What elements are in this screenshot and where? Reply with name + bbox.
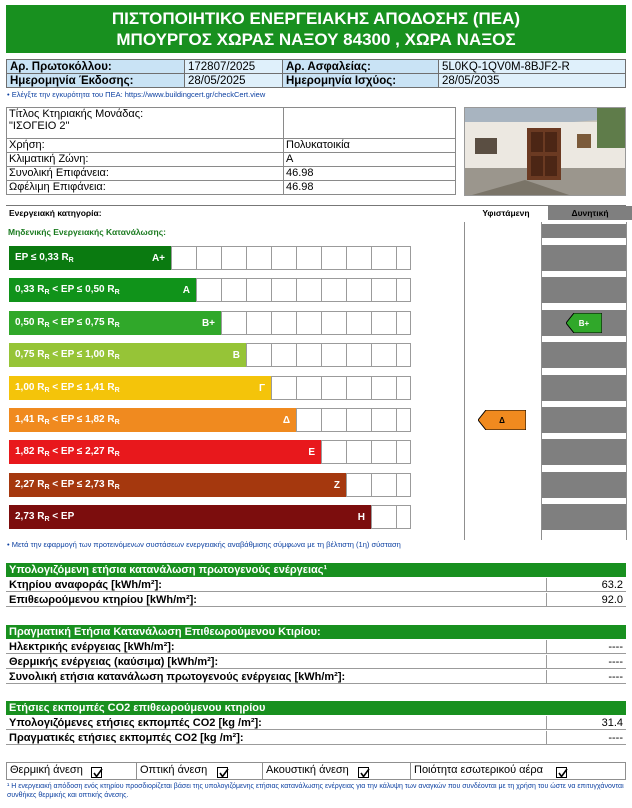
visual-comfort-cell	[136, 762, 262, 780]
check-icon	[92, 768, 103, 779]
energy-class-range: 2,73 $R_R$ < EP	[15, 511, 75, 523]
useful-area-value: 46.98	[284, 181, 456, 195]
primary-energy-label: Συνολική ετήσια κατανάλωση πρωτογενούς ενέργειας [kWh/m²]:	[9, 671, 346, 683]
certificate-title-bar	[6, 5, 626, 53]
co2-calculated-label: Υπολογιζόμενες ετήσιες εκπομπές CO2 [kg /m²]:	[9, 717, 262, 729]
energy-class-letter: B+	[201, 317, 215, 329]
unit-title-cell	[7, 108, 284, 139]
energy-category-label: Ενεργειακή κατηγορία:	[9, 208, 102, 218]
energy-class-row	[9, 473, 411, 497]
certificate-title: ΠΙΣΤΟΠΟΙΗΤΙΚΟ ΕΝΕΡΓΕΙΑΚΗΣ ΑΠΟΔΟΣΗΣ (ΠΕΑ)	[111, 9, 521, 28]
thermal-comfort-checkbox[interactable]	[91, 767, 102, 778]
potential-column-cell	[542, 472, 626, 498]
primary-energy-row	[6, 670, 626, 684]
energy-class-empty-cells	[271, 376, 411, 400]
potential-column-cell	[542, 439, 626, 465]
total-area-label: Συνολική Επιφάνεια:	[7, 167, 284, 181]
energy-class-letter: Ζ	[333, 479, 340, 491]
unit-title-value: "ΙΣΟΓΕΙΟ 2"	[9, 120, 70, 132]
column-separator	[464, 222, 465, 540]
thermal-energy-value: ----	[546, 655, 626, 669]
energy-scale-grid	[6, 222, 626, 540]
energy-class-letter: Η	[357, 511, 365, 523]
unit-title-empty	[284, 108, 456, 139]
energy-class-row	[9, 311, 411, 335]
air-quality-cell	[410, 762, 626, 780]
energy-class-empty-cells	[221, 311, 411, 335]
inspected-building-row	[6, 593, 626, 607]
thermal-comfort-cell	[6, 762, 136, 780]
co2-calculated-value: 31.4	[546, 716, 626, 730]
energy-class-row	[9, 505, 411, 529]
check-icon	[557, 768, 568, 779]
certificate-info-table	[6, 59, 626, 88]
reference-building-row	[6, 578, 626, 592]
issue-date-value: 28/05/2025	[185, 74, 283, 88]
actual-consumption-header: Πραγματική Ετήσια Κατανάλωση Επιθεωρούμενου Κτιρίου:	[6, 625, 626, 639]
energy-class-range: 2,27 $R_R$ < EP ≤ 2,73 $R_R$	[15, 479, 120, 491]
energy-class-letter: Ε	[308, 446, 315, 458]
primary-energy-value: ----	[546, 670, 626, 684]
unit-title-label: Τίτλος Κτηριακής Μονάδας:	[9, 108, 144, 120]
energy-class-row	[9, 278, 411, 302]
security-label: Αρ. Ασφαλείας:	[283, 60, 439, 74]
energy-class-letter: Γ	[258, 382, 265, 394]
use-label: Χρήση:	[7, 139, 284, 153]
energy-class-letter: A+	[151, 252, 165, 264]
energy-class-row	[9, 440, 411, 464]
valid-date-label: Ημερομηνία Ισχύος:	[283, 74, 439, 88]
useful-area-label: Ωφέλιμη Επιφάνεια:	[7, 181, 284, 195]
energy-class-range: 1,00 $R_R$ < EP ≤ 1,41 $R_R$	[15, 382, 120, 394]
protocol-value: 172807/2025	[185, 60, 283, 74]
reference-building-label: Κτηρίου αναφοράς [kWh/m²]:	[9, 579, 162, 591]
security-value: 5L0KQ-1QV0M-8BJF2-R	[439, 60, 626, 74]
co2-actual-value: ----	[546, 731, 626, 745]
protocol-label: Αρ. Πρωτοκόλλου:	[7, 60, 185, 74]
use-value: Πολυκατοικία	[284, 139, 456, 153]
energy-class-bar	[9, 376, 271, 400]
existing-class-pointer	[478, 410, 526, 430]
calculated-consumption-header: Υπολογιζόμενη ετήσια κατανάλωση πρωτογενούς ενέργειας¹	[6, 563, 626, 577]
co2-actual-label: Πραγματικές ετήσιες εκπομπές CO2 [kg /m²]:	[9, 732, 244, 744]
performance-footnote: ¹ Η ενεργειακή απόδοση ενός κτηρίου προσδιορίζεται βάσει της υπολογιζόμενης ετήσιας κατανάλωσης ενέργειας για την κάλυψη των αναγκών που συνδέονται με τη χρήση του ώστε να επιτυγχάνονται συνθήκες θερμικής και οπτικής άνεσης.	[7, 783, 624, 799]
energy-class-empty-cells	[346, 473, 411, 497]
potential-column-cell	[542, 245, 626, 271]
co2-calculated-row	[6, 716, 626, 730]
thermal-energy-row	[6, 655, 626, 669]
potential-column-cell	[542, 504, 626, 530]
air-quality-label: Ποιότητα εσωτερικού αέρα	[414, 764, 544, 776]
electric-energy-row	[6, 640, 626, 654]
energy-category-header	[6, 205, 626, 219]
acoustic-comfort-checkbox[interactable]	[358, 767, 369, 778]
comfort-row	[6, 762, 626, 780]
existing-class-pointer-label: Δ	[499, 415, 505, 425]
thermal-energy-label: Θερμικής ενέργειας (καύσιμα) [kWh/m²]:	[9, 656, 219, 668]
energy-class-row	[9, 408, 411, 432]
recommendation-footnote: • Μετά την εφαρμογή των προτεινόμενων συστάσεων ενεργειακής αναβάθμισης σύμφωνα με τη βέλτιστη (1η) σύσταση	[7, 540, 401, 549]
energy-class-letter: B	[232, 349, 240, 361]
energy-class-bar	[9, 343, 246, 367]
energy-class-empty-cells	[196, 278, 411, 302]
verify-link[interactable]: • Ελέγξτε την εγκυρότητα του ΠΕΑ: https://www.buildingcert.gr/checkCert.view	[7, 90, 266, 99]
acoustic-comfort-label: Ακουστική άνεση	[266, 764, 349, 776]
energy-class-bar	[9, 408, 296, 432]
energy-class-letter: A	[182, 284, 190, 296]
visual-comfort-label: Οπτική άνεση	[140, 764, 208, 776]
valid-date-value: 28/05/2035	[439, 74, 626, 88]
acoustic-comfort-cell	[262, 762, 410, 780]
potential-column-cell	[542, 375, 626, 401]
potential-class-pointer-label: B+	[578, 318, 590, 328]
potential-column-cell	[542, 407, 626, 433]
air-quality-checkbox[interactable]	[556, 767, 567, 778]
energy-class-range: EP ≤ 0,33 $R_R$	[15, 252, 74, 264]
energy-class-bar	[9, 440, 321, 464]
electric-energy-value: ----	[546, 640, 626, 654]
reference-building-value: 63.2	[546, 578, 626, 592]
energy-class-bar	[9, 246, 171, 270]
climate-zone-label: Κλιματική Ζώνη:	[7, 153, 284, 167]
potential-column-cell	[542, 224, 626, 238]
potential-column-header: Δυνητική	[548, 206, 632, 220]
co2-actual-row	[6, 731, 626, 745]
energy-class-bar	[9, 505, 371, 529]
energy-class-range: 1,82 $R_R$ < EP ≤ 2,27 $R_R$	[15, 446, 120, 458]
energy-class-letter: Δ	[282, 414, 290, 426]
building-address: ΜΠΟΥΡΓΟΣ ΧΩΡΑΣ ΝΑΞΟΥ 84300 , ΧΩΡΑ ΝΑΞΟΣ	[116, 30, 516, 49]
energy-class-range: 0,50 $R_R$ < EP ≤ 0,75 $R_R$	[15, 317, 120, 329]
check-icon	[359, 768, 370, 779]
total-area-value: 46.98	[284, 167, 456, 181]
potential-class-pointer	[566, 313, 602, 333]
energy-class-bar	[9, 311, 221, 335]
building-photo	[464, 107, 626, 196]
energy-class-range: 1,41 $R_R$ < EP ≤ 1,82 $R_R$	[15, 414, 120, 426]
inspected-building-label: Επιθεωρούμενου κτηρίου [kWh/m²]:	[9, 594, 197, 606]
energy-class-empty-cells	[371, 505, 411, 529]
energy-class-bar	[9, 278, 196, 302]
unit-info-table	[6, 107, 456, 195]
energy-class-empty-cells	[296, 408, 411, 432]
energy-class-empty-cells	[246, 343, 411, 367]
energy-class-row	[9, 343, 411, 367]
column-separator	[626, 222, 627, 540]
potential-column-cell	[542, 277, 626, 303]
co2-header: Ετήσιες εκπομπές CO2 επιθεωρούμενου κτηρίου	[6, 701, 626, 715]
potential-column-cell	[542, 342, 626, 368]
energy-class-row	[9, 246, 411, 270]
inspected-building-value: 92.0	[546, 593, 626, 607]
energy-class-row	[9, 376, 411, 400]
issue-date-label: Ημερομηνία Έκδοσης:	[7, 74, 185, 88]
energy-class-empty-cells	[321, 440, 411, 464]
thermal-comfort-label: Θερμική άνεση	[10, 764, 83, 776]
energy-class-bar	[9, 473, 346, 497]
electric-energy-label: Ηλεκτρικής ενέργειας [kWh/m²]:	[9, 641, 175, 653]
nzeb-label: Μηδενικής Ενεργειακής Κατανάλωσης:	[8, 227, 166, 237]
climate-zone-value: Α	[284, 153, 456, 167]
visual-comfort-checkbox[interactable]	[217, 767, 228, 778]
check-icon	[218, 768, 229, 779]
energy-class-empty-cells	[171, 246, 411, 270]
energy-class-range: 0,33 $R_R$ < EP ≤ 0,50 $R_R$	[15, 284, 120, 296]
energy-class-range: 0,75 $R_R$ < EP ≤ 1,00 $R_R$	[15, 349, 120, 361]
existing-column-header: Υφιστάμενη	[482, 208, 530, 218]
